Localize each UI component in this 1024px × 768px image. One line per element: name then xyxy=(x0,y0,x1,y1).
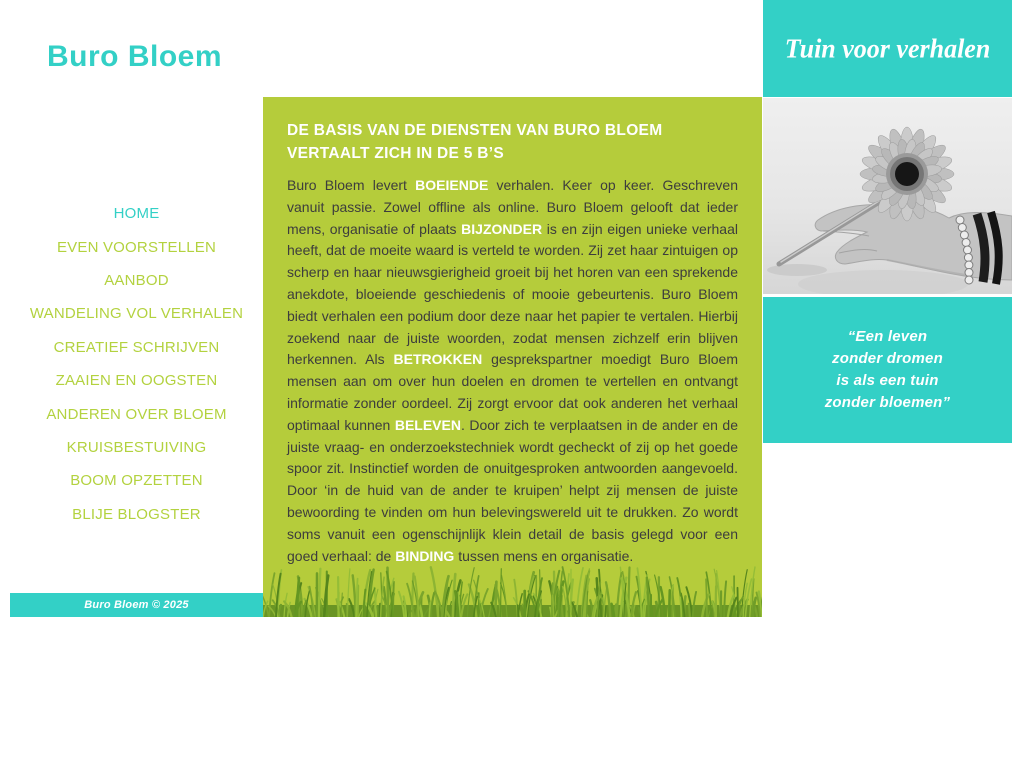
paragraph-segment: tussen mens en organisatie. xyxy=(454,547,634,564)
highlight-term: BOEIENDE xyxy=(415,177,489,193)
article-paragraph xyxy=(287,175,738,567)
nav-item-creatief-schrijven[interactable]: CREATIEF SCHRIJVEN xyxy=(53,338,220,356)
nav-item-boom-opzetten[interactable]: BOOM OPZETTEN xyxy=(70,472,203,490)
nav-item-home[interactable]: HOME xyxy=(113,205,160,223)
paragraph-segment: . Door zich te verplaatsen in de ander en de juiste vraag- en onderzoekstechniek wordt gecheckt of zij op het goede spoor zit. Instinctief worden de onuitgesproken antwoorden aangevoeld. Door ‘in de huid van de ander te kruipen’ helpt zij mensen de juiste bewoording te vinden om hun belevingswereld uit te drukken. Zo wordt soms vanuit een ogenschijnlijk klein detail de basis gelegd voor een goed verhaal: de xyxy=(287,416,738,564)
highlight-term: BELEVEN xyxy=(394,416,461,433)
paragraph-segment: gesprekspartner moedigt Buro Bloem mensen aan om over hun doelen en dromen te vertellen en ontvangt informatie zonder oordeel. Zij zorgt ervoor dat ook anderen het verhaal optimaal kunnen xyxy=(287,351,738,433)
nav-item-anderen-over-bloem[interactable]: ANDEREN OVER BLOEM xyxy=(46,405,227,423)
site-tagline: Tuin voor verhalen xyxy=(784,32,991,64)
photo-hand-flower xyxy=(763,98,1012,294)
quote-text xyxy=(825,326,951,414)
stem-shadow xyxy=(767,264,827,276)
nav-item-aanbod[interactable]: AANBOD xyxy=(104,271,169,289)
quote-line: zonder bloemen” xyxy=(824,394,951,411)
highlight-term: BIJZONDER xyxy=(461,220,543,237)
nav-item-blije-blogster[interactable]: BLIJE BLOGSTER xyxy=(72,505,201,523)
highlight-term: BINDING xyxy=(395,547,455,564)
hand-flower-illustration xyxy=(763,98,1012,294)
article-panel xyxy=(263,97,762,617)
highlight-term: BETROKKEN xyxy=(393,351,483,368)
quote-line: is als een tuin xyxy=(836,372,939,389)
nav-item-wandeling-vol-verhalen[interactable]: WANDELING VOL VERHALEN xyxy=(29,305,244,323)
main-navigation xyxy=(10,197,263,531)
nav-item-kruisbestuiving[interactable]: KRUISBESTUIVING xyxy=(66,438,207,456)
paragraph-segment: Buro Bloem levert xyxy=(287,177,416,193)
quote-line: “Een leven xyxy=(847,328,928,345)
tagline-block xyxy=(763,0,1012,97)
paragraph-segment: is en zijn eigen unieke verhaal heeft, dat de moeite waard is verteld te worden. Zij zet haar zintuigen op scherp en haar nieuwsgierigheid groeit bij het horen van een sprekende anekdote, bloeiende geschiedenis of mooie gebeurtenis. Buro Bloem biedt verhalen een podium door deze naar het papier te vertalen. Hierbij zoekend naar de juiste woorden, zodat mensen zichzelf erin blijven herkennen. Als xyxy=(287,220,738,368)
grass-border-illustration xyxy=(263,563,762,617)
footer-bar xyxy=(10,593,263,617)
footer-copyright: Buro Bloem © 2025 xyxy=(84,599,189,611)
nav-item-zaaien-en-oogsten[interactable]: ZAAIEN EN OOGSTEN xyxy=(55,372,218,390)
nav-item-even-voorstellen[interactable]: EVEN VOORSTELLEN xyxy=(56,238,217,256)
paragraph-segment: verhalen. Keer op keer. Geschreven vanuit passie. Zowel offline als online. Buro Bloem gelooft dat ieder mens, organisatie of plaats xyxy=(287,177,738,237)
article-heading: DE BASIS VAN DE DIENSTEN VAN BURO BLOEM VERTAALT ZICH IN DE 5 B’S xyxy=(287,122,663,162)
site-logo[interactable]: Buro Bloem xyxy=(47,40,223,73)
quote-block xyxy=(763,297,1012,443)
quote-line: zonder dromen xyxy=(832,350,943,367)
